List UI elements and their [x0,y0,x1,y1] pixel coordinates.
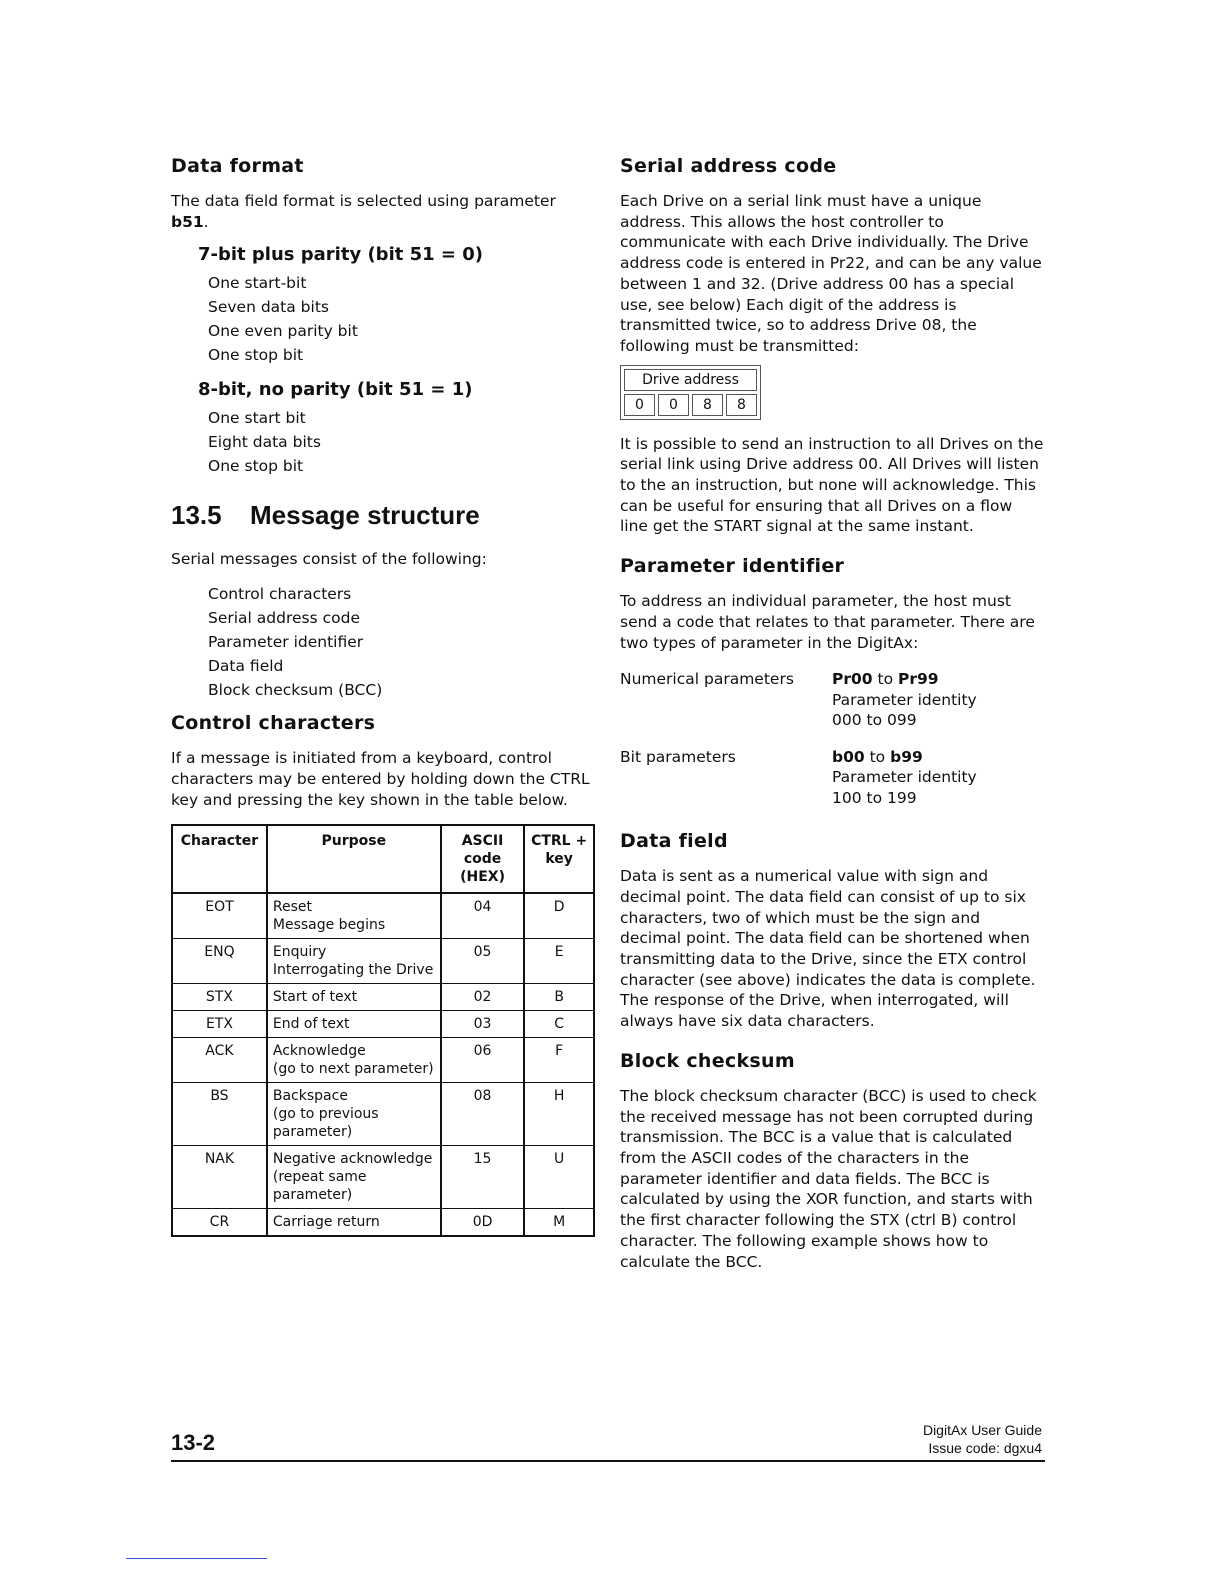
column-header-purpose: Purpose [267,825,441,893]
bit-parameters-row [620,747,1045,809]
list-item: One stop bit [208,346,304,365]
list-item: One start bit [208,409,306,428]
data-format-intro: The data field format is selected using parameter b51. [171,192,556,231]
cell-character: ACK [172,1038,267,1083]
address-digit: 0 [658,394,689,416]
table-row [172,1083,594,1146]
parameter-identifier-text: To address an individual parameter, the host must send a code that relates to that parameter. There are two types of parameter in the DigitAx: [620,592,1035,652]
cell-ascii: 06 [441,1038,525,1083]
seven-bit-list [208,271,596,367]
list-item: Eight data bits [208,433,321,452]
guide-title: DigitAx User Guide [922,1422,1042,1438]
list-item: One even parity bit [208,322,358,341]
cell-character: EOT [172,893,267,939]
drive-address-box [620,365,761,420]
block-checksum-text: The block checksum character (BCC) is used to check the received message has not been corrupted during transmission. The BCC is a value that is calculated from the ASCII codes of the characters in the parameter identifier and data fields. The BCC is calculated by using the XOR function, and starts with the first character following the STX (ctrl B) control character. The following example shows how to calculate the BCC. [620,1086,1037,1271]
column-header-character: Character [172,825,267,893]
cell-ascii: 15 [441,1146,525,1209]
table-row [172,893,594,939]
cell-purpose: Acknowledge (go to next parameter) [267,1038,441,1083]
list-item: Parameter identifier [208,633,364,652]
table-row [172,1038,594,1083]
block-checksum-heading: Block checksum [620,1049,795,1072]
list-item: Block checksum (BCC) [208,681,383,700]
table-row [172,939,594,984]
cell-ctrl-key: D [524,893,594,939]
cell-character: NAK [172,1146,267,1209]
section-title: Message structure [250,500,480,531]
cell-purpose: Reset Message begins [267,893,441,939]
column-header-ctrl-key: CTRL + key [524,825,594,893]
list-item: Control characters [208,585,352,604]
cell-ctrl-key: H [524,1083,594,1146]
numerical-parameters-value: Pr00 to Pr99 Parameter identity 000 to 099 [832,670,977,730]
cell-purpose: Negative acknowledge (repeat same parameter) [267,1146,441,1209]
cell-ctrl-key: E [524,939,594,984]
eight-bit-heading: 8-bit, no parity (bit 51 = 1) [198,379,473,401]
drive-address-label: Drive address [624,369,757,391]
cell-ctrl-key: C [524,1011,594,1038]
section-number: 13.5 [171,500,222,531]
address-digit: 0 [624,394,655,416]
cell-character: STX [172,984,267,1011]
cell-ascii: 03 [441,1011,525,1038]
message-parts-list [208,582,596,702]
control-characters-table [171,824,595,1237]
numerical-parameters-row [620,669,1045,731]
cell-ctrl-key: U [524,1146,594,1209]
left-column [171,155,596,1237]
table-row [172,1209,594,1237]
table-row [172,1146,594,1209]
list-item: One stop bit [208,457,304,476]
list-item: Serial address code [208,609,360,628]
broadcast-address-text: It is possible to send an instruction to all Drives on the serial link using Drive address 00. All Drives will listen to the an instruction, but none will acknowledge. This can be useful for ensuring that all Drives on a flow line get the START signal at the same instant. [620,434,1044,536]
parameter-identifier-heading: Parameter identifier [620,555,845,578]
control-characters-heading: Control characters [171,712,376,735]
table-header-row [172,825,594,893]
cell-purpose: Backspace (go to previous parameter) [267,1083,441,1146]
cell-ctrl-key: F [524,1038,594,1083]
data-field-text: Data is sent as a numerical value with sign and decimal point. The data field can consist of up to six characters, two of which must be the sign and decimal point. The data field can be shortened when transmitting data to the Drive, since the ETX control character (see above) indicates the data is complete. The response of the Drive, when interrogated, will always have six data characters. [620,867,1036,1031]
footnote-divider [126,1558,267,1559]
section-intro: Serial messages consist of the following: [171,550,487,569]
serial-address-heading: Serial address code [620,155,837,177]
cell-ascii: 0D [441,1209,525,1237]
cell-purpose: End of text [267,1011,441,1038]
cell-character: BS [172,1083,267,1146]
data-field-heading: Data field [620,830,728,853]
cell-ascii: 02 [441,984,525,1011]
footer-info [923,1421,1042,1457]
address-digit: 8 [726,394,757,416]
data-format-heading: Data format [171,155,304,177]
address-digit: 8 [692,394,723,416]
cell-character: ETX [172,1011,267,1038]
serial-address-text: Each Drive on a serial link must have a unique address. This allows the host controller to communicate with each Drive individually. The Drive address code is entered in Pr22, and can be any value between 1 and 32. (Drive address 00 has a special use, see below) Each digit of the address is transmitted twice, so to address Drive 08, the following must be transmitted: [620,192,1042,355]
footer-divider [171,1460,1045,1462]
cell-ctrl-key: M [524,1209,594,1237]
cell-ascii: 04 [441,893,525,939]
cell-character: ENQ [172,939,267,984]
list-item: One start-bit [208,274,307,293]
cell-purpose: Carriage return [267,1209,441,1237]
numerical-parameters-label: Numerical parameters [620,670,794,689]
cell-character: CR [172,1209,267,1237]
column-header-ascii: ASCII code (HEX) [441,825,525,893]
cell-purpose: Enquiry Interrogating the Drive [267,939,441,984]
table-row [172,1011,594,1038]
cell-ctrl-key: B [524,984,594,1011]
right-column [620,155,1045,1284]
section-heading [171,500,596,531]
cell-purpose: Start of text [267,984,441,1011]
cell-ascii: 08 [441,1083,525,1146]
bit-parameters-label: Bit parameters [620,747,736,766]
control-characters-text: If a message is initiated from a keyboard, control characters may be entered by holding down the CTRL key and pressing the key shown in the table below. [171,749,590,809]
bit-parameters-value: b00 to b99 Parameter identity 100 to 199 [832,747,977,807]
list-item: Data field [208,657,284,676]
eight-bit-list [208,406,596,478]
seven-bit-heading: 7-bit plus parity (bit 51 = 0) [198,244,484,266]
table-row [172,984,594,1011]
cell-ascii: 05 [441,939,525,984]
page-number: 13-2 [171,1430,216,1455]
issue-code: Issue code: dgxu4 [928,1440,1042,1456]
list-item: Seven data bits [208,298,329,317]
